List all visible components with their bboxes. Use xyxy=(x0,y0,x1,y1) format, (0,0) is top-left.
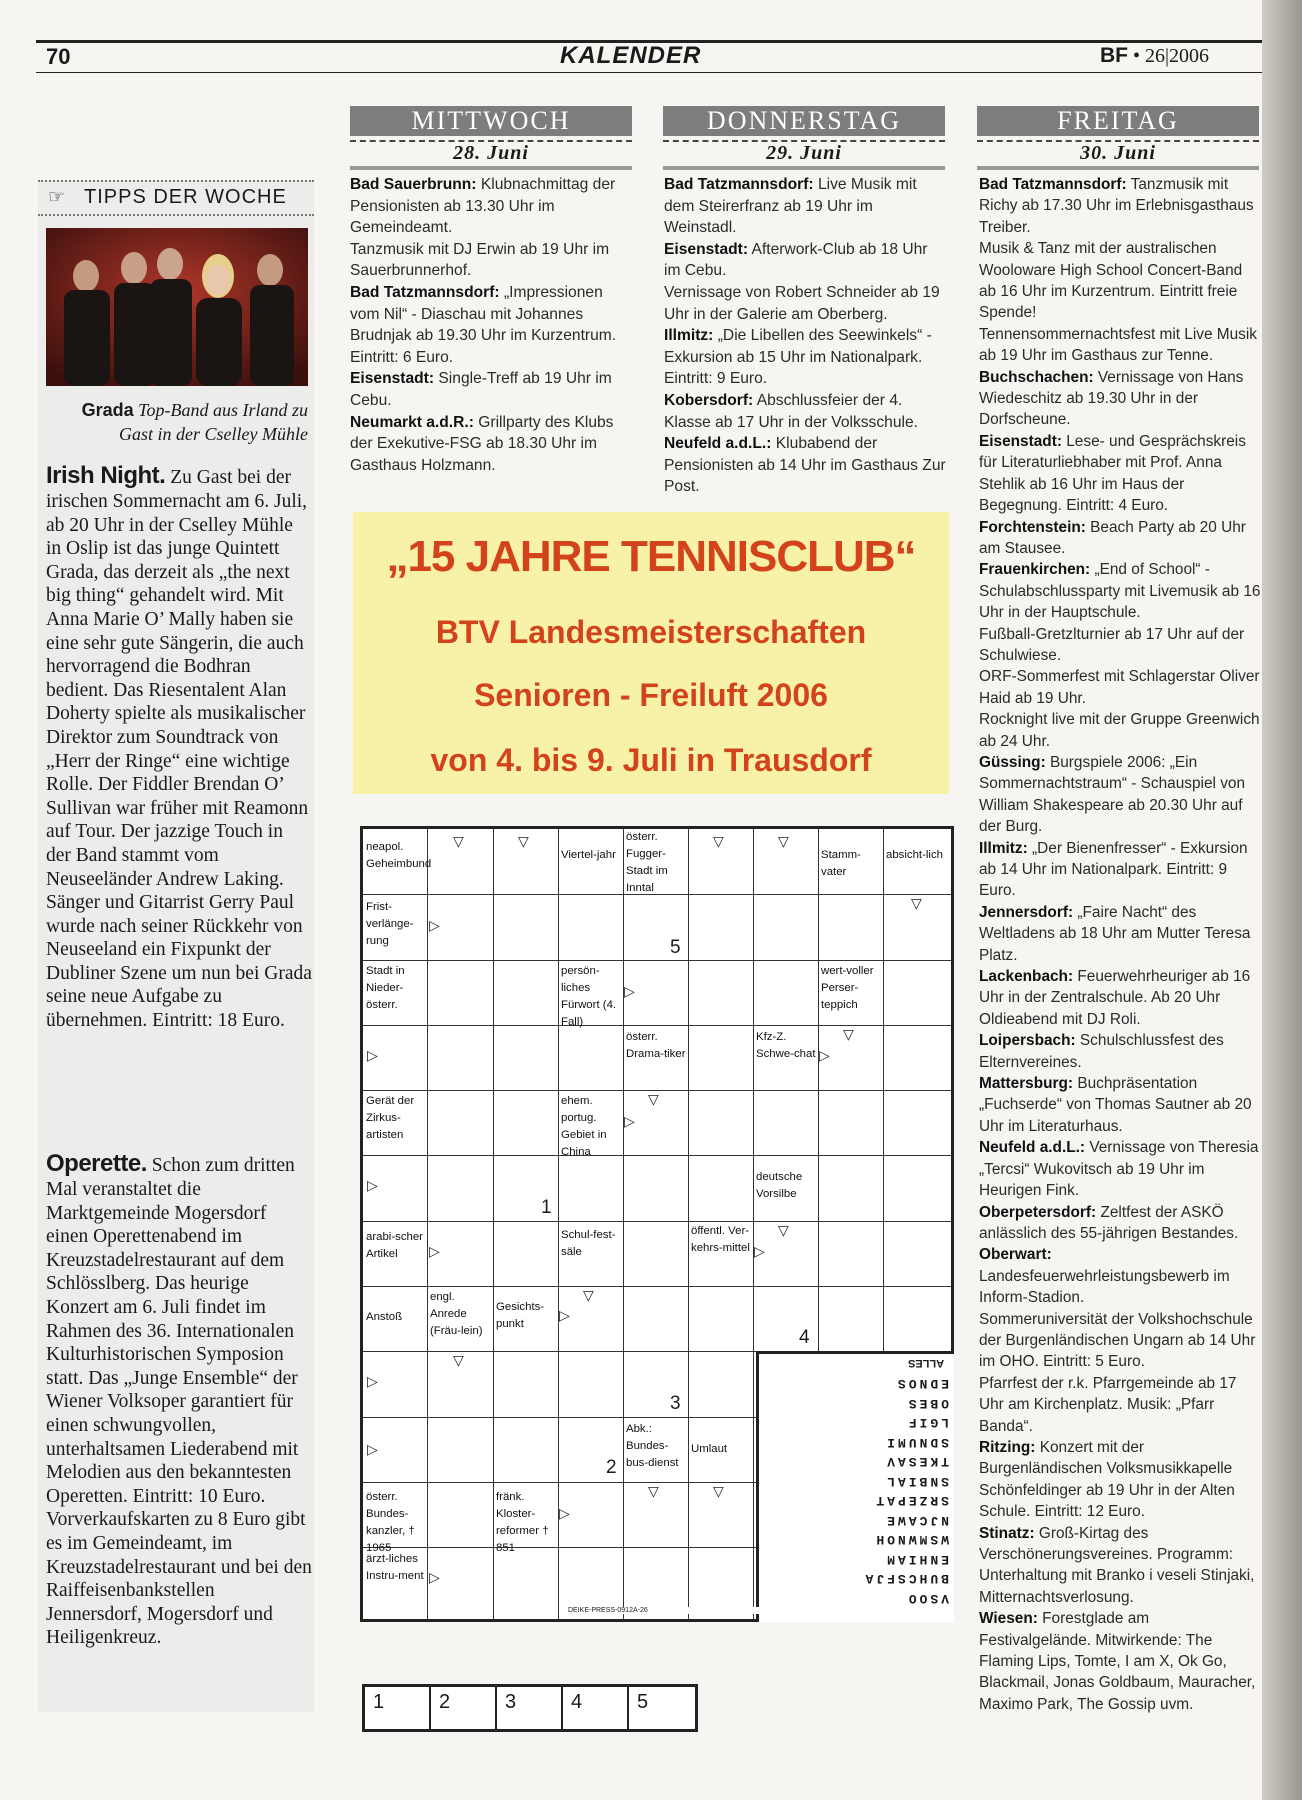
event-place: Eisenstadt: xyxy=(664,240,749,258)
event-item xyxy=(979,666,1261,709)
crossword-clue: ehem. portug. Gebiet in China xyxy=(561,1095,607,1158)
event-text: Grillparty des Klubs der Exekutive-FSG ab 18.30 Uhr im Gasthaus Holzmann. xyxy=(350,413,614,474)
event-place: Mattersburg: xyxy=(979,1075,1074,1093)
event-item xyxy=(979,1373,1261,1437)
solution-row: SNBIAL xyxy=(884,1474,949,1489)
event-text: Klubnachmittag der Pensionisten ab 13.30 Uhr im Gemeindeamt. xyxy=(350,176,616,237)
event-text: Afterwork-Club ab 18 Uhr im Cebu. xyxy=(664,240,928,280)
event-item xyxy=(664,433,948,498)
photo-caption xyxy=(46,398,308,446)
event-item xyxy=(350,174,634,239)
crossword-clue: Kfz-Z. Schwe-chat xyxy=(756,1031,816,1060)
event-item xyxy=(350,412,634,477)
grid-line xyxy=(753,829,754,1619)
arrow-right-icon: ▷ xyxy=(367,1177,378,1193)
event-place: Neufeld a.d.L.: xyxy=(979,1139,1086,1157)
day-name: FREITAG xyxy=(977,106,1259,136)
grid-line xyxy=(493,829,494,1619)
arrow-right-icon: ▷ xyxy=(429,1243,440,1259)
event-place: Neumarkt a.d.R.: xyxy=(350,413,474,431)
event-text: Fußball-Gretzlturnier ab 17 Uhr auf der Schulwiese. xyxy=(979,625,1245,664)
arrow-down-icon: ▽ xyxy=(713,1483,724,1499)
event-text: Beach Party ab 20 Uhr am Stausee. xyxy=(979,518,1246,557)
event-text: Vernissage von Robert Schneider ab 19 Uhr in der Galerie am Oberberg. xyxy=(664,283,940,323)
article-operette xyxy=(46,1150,312,1650)
day-name: DONNERSTAG xyxy=(663,106,945,136)
event-place: Neufeld a.d.L.: xyxy=(664,435,772,453)
event-item xyxy=(979,324,1261,367)
event-place: Frauenkirchen: xyxy=(979,561,1091,579)
event-item xyxy=(350,282,634,368)
event-text: Klubabend der Pensionisten ab 14 Uhr im Gasthaus Zur Post. xyxy=(664,435,946,496)
crossword-clue: Frist-verlänge-rung xyxy=(366,901,414,947)
solution-row: VSOO xyxy=(905,1591,949,1606)
event-item xyxy=(979,431,1261,517)
crossword-clue: engl. Anrede (Fräu-lein) xyxy=(430,1291,483,1337)
arrow-down-icon: ▽ xyxy=(648,1483,659,1499)
event-item xyxy=(979,1030,1261,1073)
brand: BF xyxy=(1100,44,1128,67)
event-text: Sommeruniversität der Volkshochschule der Burgenländischen Ungarn ab 14 Uhr im OHO. Eintritt: 5 Euro. xyxy=(979,1310,1256,1371)
solution-number: 2 xyxy=(606,1457,617,1478)
event-text: Live Musik mit dem Steirerfranz ab 19 Uhr im Weinstadl. xyxy=(664,176,917,237)
tipps-label: TIPPS DER WOCHE xyxy=(84,186,287,208)
grid-line xyxy=(688,829,689,1619)
article-body: Schon zum dritten Mal veranstaltet die Marktgemeinde Mogersdorf einen Operettenabend im Kreuzstadelrestaurant auf dem Schlösslberg. Das heurige Konzert am 6. Juli findet im Rahmen des 36. Internationalen Kulturhistorischen Symposion statt. Das „Junge Ensemble“ der Wiener Volksoper garantiert für einen schwungvollen, unterhaltsamen Liederabend mit Melodien aus den bekanntesten Operetten. Eintritt: 10 Euro. Vorverkaufskarten zu 8 Euro gibt es im Gemeindeamt, im Kreuzstadelrestaurant und bei den Raiffeisenbankstellen Jennersdorf, Mogersdorf und Heiligenkreuz. xyxy=(46,1155,312,1649)
event-text: ORF-Sommerfest mit Schlagerstar Oliver Haid ab 19 Uhr. xyxy=(979,668,1260,707)
event-place: Jennersdorf: xyxy=(979,903,1074,921)
event-place: Kobersdorf: xyxy=(664,391,754,409)
solution-boxes xyxy=(362,1684,698,1732)
solution-cell-number: 3 xyxy=(505,1691,517,1713)
event-item xyxy=(664,174,948,239)
event-text: Rocknight live mit der Gruppe Greenwich ab 24 Uhr. xyxy=(979,711,1260,750)
event-text: Tanzmusik mit DJ Erwin ab 19 Uhr im Sauerbrunnerhof. xyxy=(350,240,610,280)
event-item xyxy=(664,390,948,433)
ad-line: von 4. bis 9. Juli in Trausdorf xyxy=(430,742,872,778)
arrow-right-icon: ▷ xyxy=(624,983,635,999)
ad-line: BTV Landesmeisterschaften xyxy=(435,614,867,650)
event-item xyxy=(979,1523,1261,1609)
event-text: Tennensommernachtsfest mit Live Musik ab 19 Uhr im Gasthaus zur Tenne. xyxy=(979,325,1257,365)
solution-number: 4 xyxy=(799,1327,810,1348)
event-item xyxy=(979,966,1261,1030)
solution-row: WSMWNOH xyxy=(873,1532,949,1548)
event-text: Vernissage von Hans Wiedeschitz ab 19.30 Uhr in der Dorfscheune. xyxy=(979,368,1244,429)
event-item xyxy=(350,368,634,411)
arrow-down-icon: ▽ xyxy=(911,895,922,911)
event-text: Lese- und Gesprächskreis für Literaturliebhaber mit Prof. Anna Stehlik ab 16 Uhr im Haus der Begegnung. Eintritt: 4 Euro. xyxy=(979,432,1246,515)
event-place: Illmitz: xyxy=(979,839,1028,857)
grid-line xyxy=(363,1155,951,1156)
solution-row: ENHIAM xyxy=(884,1552,949,1567)
event-place: Bad Tatzmannsdorf: xyxy=(664,176,814,193)
event-item xyxy=(979,838,1261,902)
band-photo-image xyxy=(46,228,308,386)
solution-cell[interactable] xyxy=(563,1687,629,1729)
ad-headline: „15 JAHRE TENNISCLUB“ xyxy=(386,532,916,581)
event-item xyxy=(664,325,948,390)
crossword-clue: Gerät der Zirkus-artisten xyxy=(366,1095,415,1141)
event-item xyxy=(979,238,1261,324)
event-place: Illmitz: xyxy=(664,327,714,345)
event-place: Güssing: xyxy=(979,753,1046,771)
arrow-down-icon: ▽ xyxy=(713,833,724,849)
event-place: Oberpetersdorf: xyxy=(979,1203,1097,1221)
arrow-down-icon: ▽ xyxy=(778,833,789,849)
day-header-mittwoch xyxy=(350,106,632,170)
arrow-down-icon: ▽ xyxy=(453,1352,464,1368)
solution-cell[interactable] xyxy=(629,1687,693,1729)
solution-row: SRZEPAT xyxy=(873,1493,949,1509)
arrow-down-icon: ▽ xyxy=(843,1026,854,1042)
arrow-right-icon: ▷ xyxy=(819,1047,830,1063)
header-underline xyxy=(36,72,1262,73)
grid-line xyxy=(363,1286,951,1287)
solution-grid xyxy=(773,1374,949,1608)
event-text: „Faire Nacht“ des Weltladens ab 18 Uhr am Mutter Teresa Platz. xyxy=(979,903,1251,964)
solution-row: BUHCSFJA xyxy=(862,1571,949,1587)
arrow-right-icon: ▷ xyxy=(559,1505,570,1521)
event-item xyxy=(979,1202,1261,1245)
caption-name: Grada xyxy=(81,400,134,420)
arrow-right-icon: ▷ xyxy=(754,1243,765,1259)
event-place: Ritzing: xyxy=(979,1438,1036,1456)
arrow-down-icon: ▽ xyxy=(583,1287,594,1303)
solution-cell-number: 2 xyxy=(439,1691,451,1713)
crossword-clue: neapol. Geheimbund xyxy=(366,841,432,870)
crossword-clue: österr. Drama-tiker xyxy=(626,1031,686,1060)
event-item xyxy=(350,239,634,282)
event-place: Wiesen: xyxy=(979,1610,1038,1628)
pointing-hand-icon: ☞ xyxy=(48,187,66,208)
event-place: Eisenstadt: xyxy=(350,370,435,388)
event-item xyxy=(979,174,1261,238)
event-item xyxy=(979,624,1261,667)
event-text: „Der Bienenfresser“ - Exkursion ab 14 Uhr im Nationalpark. Eintritt: 9 Euro. xyxy=(979,839,1248,900)
event-text: Pfarrfest der r.k. Pfarrgemeinde ab 17 Uhr am Kirchenplatz. Musik: „Pfarr Banda“. xyxy=(979,1374,1237,1435)
solution-cell[interactable] xyxy=(497,1687,563,1729)
crossword-solution-box xyxy=(756,1351,954,1622)
crossword-clue: Stamm-vater xyxy=(821,849,861,878)
event-text: „End of School“ - Schulabschlussparty mit Livemusik ab 16 Uhr in der Hauptschule. xyxy=(979,561,1261,622)
crossword-clue: Stadt in Nieder-österr. xyxy=(366,965,405,1011)
crossword-clue: Anstoß xyxy=(366,1311,403,1323)
event-text: „Die Libellen des Seewinkels“ - Exkursion ab 15 Uhr im Nationalpark. Eintritt: 9 Euro. xyxy=(664,327,932,388)
event-place: Stinatz: xyxy=(979,1524,1035,1542)
crossword-clue: persön-liches Fürwort (4. Fall) xyxy=(561,965,617,1028)
day-date: 29. Juni xyxy=(766,142,842,164)
ad-line: Senioren - Freiluft 2006 xyxy=(474,677,828,713)
crossword-clue: Schul-fest-säle xyxy=(561,1229,616,1258)
crossword-credit: DEIKE-PRESS-0912A-26 xyxy=(568,1607,788,1614)
event-place: Oberwart: xyxy=(979,1246,1052,1264)
crossword-grid xyxy=(360,826,954,1622)
event-text: „Impressionen vom Nil“ - Diaschau mit Johannes Brudnjak ab 19.30 Uhr im Kurzentrum. Eintritt: 6 Euro. xyxy=(350,283,617,366)
event-text: Vernissage von Theresia „Tercsi“ Wukovitsch ab 19 Uhr im Heurigen Fink. xyxy=(979,1139,1259,1200)
crossword-clue: absicht-lich xyxy=(886,849,943,861)
event-place: Bad Tatzmannsdorf: xyxy=(350,283,500,301)
solution-number: 1 xyxy=(541,1197,552,1218)
events-mittwoch xyxy=(350,174,634,476)
crossword-clue: deutsche Vorsilbe xyxy=(756,1171,803,1200)
event-text: Zeltfest der ASKÖ anlässlich des 55-jährigen Bestandes. xyxy=(979,1203,1239,1242)
event-text: Single-Treff ab 19 Uhr im Cebu. xyxy=(350,370,612,409)
solution-cell-number: 5 xyxy=(637,1691,649,1713)
arrow-right-icon: ▷ xyxy=(559,1307,570,1323)
events-freitag xyxy=(979,174,1261,1715)
solution-row: NJCAWE xyxy=(884,1513,949,1528)
event-text: Schulschlussfest des Elternvereines. xyxy=(979,1032,1224,1071)
crossword-clue: Umlaut xyxy=(691,1443,728,1455)
crossword-clue: fränk. Kloster-reformer † 851 xyxy=(496,1491,549,1554)
solution-row: EDNOS xyxy=(894,1376,949,1392)
day-header-freitag xyxy=(977,106,1259,170)
event-item xyxy=(979,1437,1261,1523)
crossword-clue: österr. Bundes-kanzler, † 1965 xyxy=(366,1491,415,1554)
crossword-clue: Gesichts-punkt xyxy=(496,1301,545,1330)
event-text: Feuerwehrheuriger ab 16 Uhr in der Zentralschule. Ab 20 Uhr Oldieabend mit DJ Roli. xyxy=(979,968,1251,1028)
event-place: Bad Sauerbrunn: xyxy=(350,176,477,193)
event-item xyxy=(979,1137,1261,1201)
crossword-clue: Viertel-jahr xyxy=(561,849,616,861)
event-item xyxy=(979,1244,1261,1308)
event-text: Konzert mit der Burgenländischen Volksmusikkapelle Schönfeldinger ab 19 Uhr in der Alten Schule. Eintritt: 12 Euro. xyxy=(979,1438,1235,1521)
divider xyxy=(663,166,945,170)
event-item xyxy=(979,367,1261,431)
event-item xyxy=(979,902,1261,966)
event-text: Abschlussfeier der 4. Klasse ab 17 Uhr in der Volksschule. xyxy=(664,391,918,431)
article-keyword: Operette. xyxy=(46,1150,147,1177)
article-keyword: Irish Night. xyxy=(46,462,166,489)
event-item xyxy=(979,1309,1261,1373)
caption-text: Top-Band aus Irland zu Gast in der Cselley Mühle xyxy=(119,400,308,444)
solution-row: LGIF xyxy=(905,1415,949,1431)
arrow-right-icon: ▷ xyxy=(367,1373,378,1389)
solution-row: SDNUMI xyxy=(884,1435,949,1450)
solution-cell[interactable] xyxy=(431,1687,497,1729)
solution-cell[interactable] xyxy=(365,1687,431,1729)
crossword-clue: arabi-scher Artikel xyxy=(366,1231,423,1260)
arrow-right-icon: ▷ xyxy=(624,1113,635,1129)
crossword-clue: öffentl. Ver-kehrs-mittel xyxy=(691,1225,750,1254)
day-date: 30. Juni xyxy=(1080,142,1156,164)
tennisclub-ad xyxy=(353,512,949,794)
grid-line xyxy=(363,1025,951,1026)
event-place: Lackenbach: xyxy=(979,968,1074,986)
event-place: Bad Tatzmannsdorf: xyxy=(979,176,1127,193)
arrow-down-icon: ▽ xyxy=(518,833,529,849)
arrow-down-icon: ▽ xyxy=(778,1222,789,1238)
event-place: Forchtenstein: xyxy=(979,518,1086,536)
solution-row: OBES xyxy=(905,1396,949,1411)
crossword-clue: Abk.: Bundes-bus-dienst xyxy=(626,1423,679,1469)
solution-cell-number: 1 xyxy=(373,1691,385,1713)
solution-cell-number: 4 xyxy=(571,1691,583,1713)
event-text: Buchpräsentation „Fuchserde“ von Thomas Sautner ab 20 Uhr im Literaturhaus. xyxy=(979,1075,1252,1135)
event-text: Tanzmusik mit Richy ab 17.30 Uhr im Erlebnisgasthaus Treiber. xyxy=(979,176,1254,236)
grid-line xyxy=(363,960,951,961)
solution-number: 3 xyxy=(670,1393,681,1414)
article-irish-night xyxy=(46,462,312,1033)
day-header-donnerstag xyxy=(663,106,945,170)
event-item xyxy=(979,559,1261,623)
event-text: Landesfeuerwehrleistungsbewerb im Inform-Stadion. xyxy=(979,1267,1230,1307)
arrow-down-icon: ▽ xyxy=(453,833,464,849)
event-item xyxy=(979,752,1261,838)
crossword-clue: wert-voller Perser-teppich xyxy=(821,965,874,1011)
arrow-right-icon: ▷ xyxy=(429,1569,440,1585)
grid-line xyxy=(363,1221,951,1222)
event-item xyxy=(979,1608,1261,1715)
day-name: MITTWOCH xyxy=(350,106,632,136)
grid-line xyxy=(427,829,428,1619)
event-text: Groß-Kirtag des Verschönerungsvereines. Programm: Unterhaltung mit Branko i veseli Stinjaki, Mitternachtsverlosung. xyxy=(979,1524,1255,1606)
event-item xyxy=(979,1073,1261,1137)
grid-line xyxy=(623,829,624,1619)
grid-line xyxy=(558,829,559,1619)
event-place: Eisenstadt: xyxy=(979,432,1062,450)
crossword-clue: ärzt-liches Instru-ment xyxy=(366,1553,424,1582)
section-title: KALENDER xyxy=(560,42,702,69)
divider xyxy=(977,166,1259,170)
event-text: Forestglade am Festivalgelände. Mitwirkende: The Flaming Lips, Tomte, I am X, Ok Go, Blackmail, Jonas Goldbaum, Mauracher, Maximo Park, The Gossip uvm. xyxy=(979,1610,1256,1713)
page-number: 70 xyxy=(46,44,71,69)
event-item xyxy=(664,239,948,282)
issue-info xyxy=(1100,44,1209,68)
tipps-heading xyxy=(38,180,314,216)
arrow-right-icon: ▷ xyxy=(367,1441,378,1457)
solution-title: ALLES xyxy=(907,1357,944,1369)
arrow-right-icon: ▷ xyxy=(429,917,440,933)
event-item xyxy=(664,282,948,325)
event-item xyxy=(979,709,1261,752)
solution-number: 5 xyxy=(670,937,681,958)
article-body: Zu Gast bei der irischen Sommernacht am 6. Juli, ab 20 Uhr in der Cselley Mühle in Oslip ist das junge Quintett Grada, das derzeit als „the next big thing“ gehandelt wird. Mit Anna Marie O’ Mally haben sie eine sehr gute Sängerin, die auch hervorragend die Bodhran bedient. Das Riesentalent Alan Doherty spielte als musikalischer Direktor zum Soundtrack von „Herr der Ringe“ eine wichtige Rolle. Der Fiddler Brendan O’ Sullivan war früher mit Reamonn auf Tour. Der jazzige Touch in der Band stammt vom Neuseeländer Andrew Laking. Sänger und Gitarrist Gerry Paul wurde nach seiner Rückkehr von Neuseeland ein Fixpunkt der Dubliner Szene um nun bei Grada seine neue Aufgabe zu übernehmen. Eintritt: 18 Euro. xyxy=(46,467,312,1032)
arrow-right-icon: ▷ xyxy=(367,1047,378,1063)
band-photo xyxy=(46,228,308,386)
event-text: Burgspiele 2006: „Ein Sommernachtstraum“ - Schauspiel von William Shakespeare ab 20.30 Uhr auf der Burg. xyxy=(979,753,1246,836)
day-date: 28. Juni xyxy=(453,142,529,164)
event-item xyxy=(979,517,1261,560)
event-text: Musik & Tanz mit der australischen Wooloware High School Concert-Band ab 16 Uhr im Kurzentrum. Eintritt freie Spende! xyxy=(979,240,1243,322)
issue-number: • 26|2006 xyxy=(1133,45,1210,67)
crossword-clue: österr. Fugger-Stadt im Inntal xyxy=(626,831,668,894)
divider xyxy=(350,166,632,170)
arrow-down-icon: ▽ xyxy=(648,1091,659,1107)
event-place: Loipersbach: xyxy=(979,1032,1076,1050)
event-place: Buchschachen: xyxy=(979,368,1094,386)
events-donnerstag xyxy=(664,174,948,498)
solution-row: TKESAV xyxy=(884,1454,949,1470)
page-edge-shadow xyxy=(1262,0,1302,1800)
